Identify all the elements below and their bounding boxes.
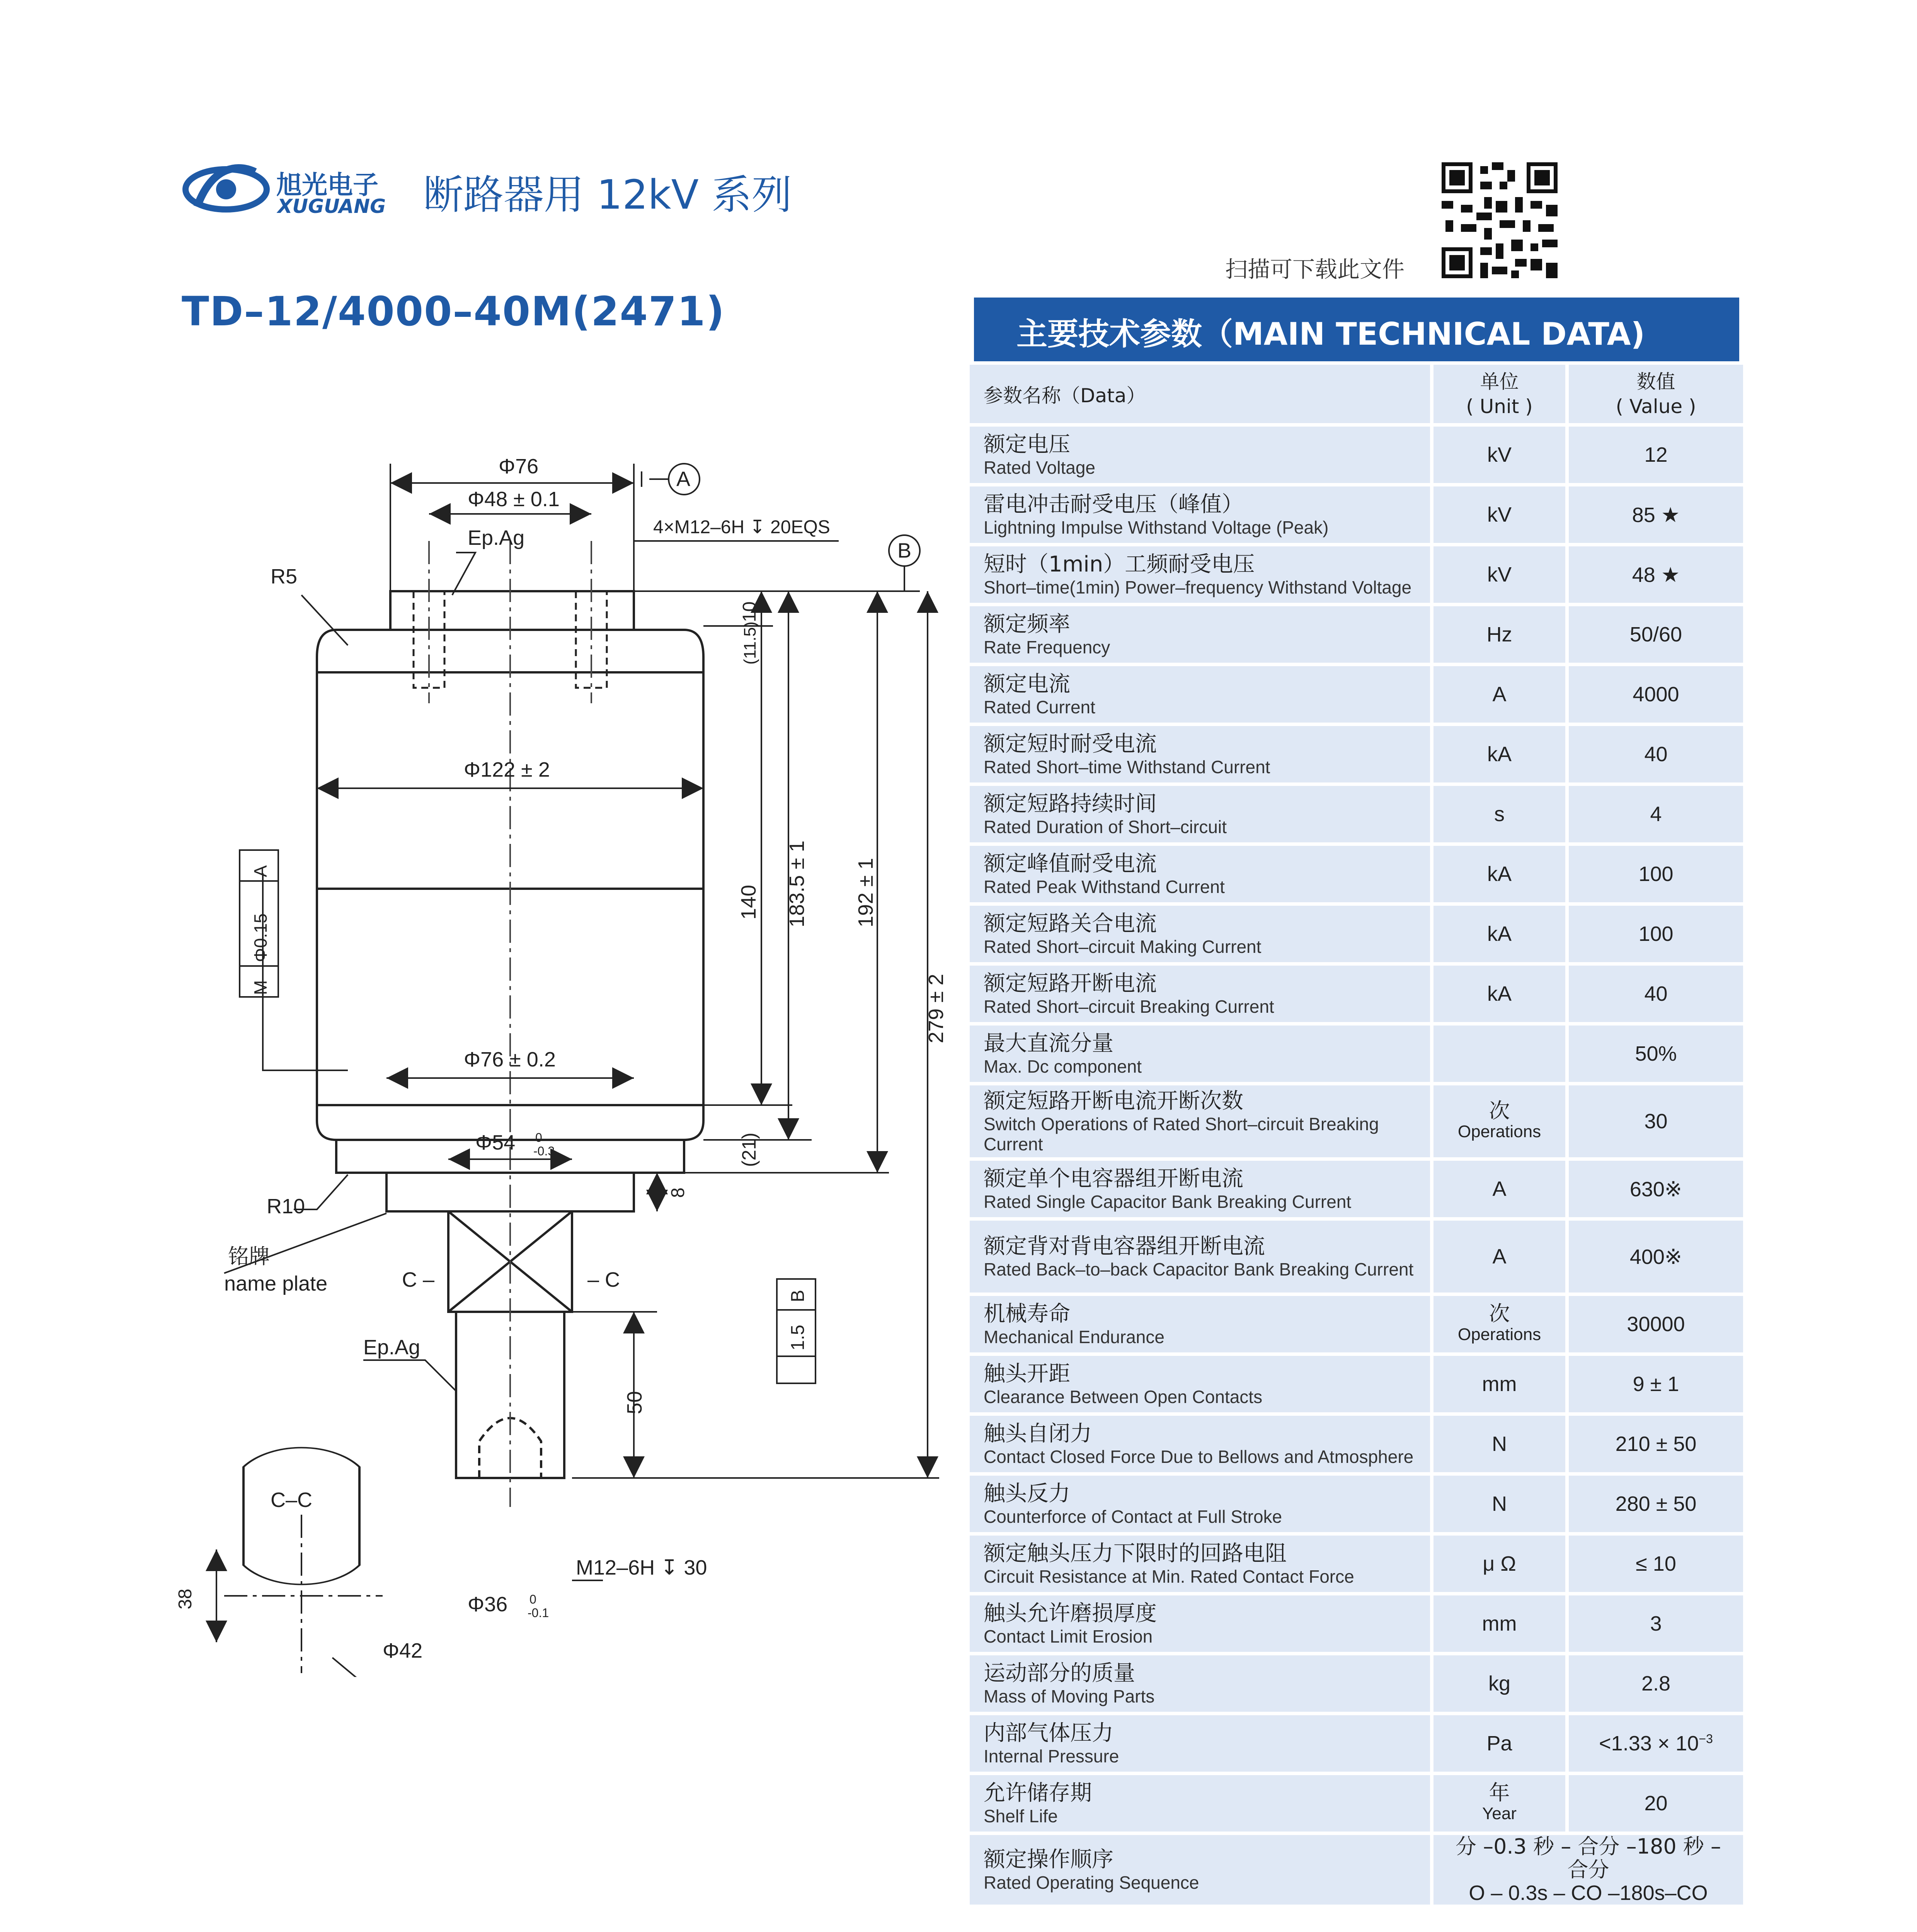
unit-cell: s xyxy=(1432,784,1567,844)
value-cell: ≤ 10 xyxy=(1567,1534,1745,1594)
unit-cell: A xyxy=(1432,665,1567,724)
tech-param-cell xyxy=(968,964,1432,1024)
param-name-en: Max. Dc component xyxy=(984,1056,1142,1077)
tech-param-cell xyxy=(968,1084,1432,1159)
value-cell: 9 ± 1 xyxy=(1567,1354,1745,1414)
dim-8: 8 xyxy=(668,1187,688,1198)
tech-row xyxy=(968,1219,1745,1294)
main-table-band: 主要技术参数（MAIN TECHNICAL DATA) xyxy=(974,298,1739,365)
tech-row xyxy=(968,724,1745,784)
param-name-cn: 额定单个电容器组开断电流 xyxy=(984,1166,1243,1191)
r5: R5 xyxy=(271,565,298,588)
param-name-en: Rated Peak Withstand Current xyxy=(984,877,1225,897)
tech-row xyxy=(968,1774,1745,1833)
qr-code-icon xyxy=(1438,158,1561,282)
param-name-en: Switch Operations of Rated Short–circuit Breaking Current xyxy=(984,1114,1379,1154)
tech-row xyxy=(968,1414,1745,1474)
operating-sequence-cell xyxy=(1432,1833,1745,1906)
tech-param-cell xyxy=(968,1474,1432,1534)
param-name-cn: 额定短时耐受电流 xyxy=(984,731,1157,757)
param-name-en: Rated Short–circuit Making Current xyxy=(984,937,1262,957)
main-technical-table xyxy=(966,361,1747,1908)
tech-row xyxy=(968,665,1745,724)
tech-param-cell xyxy=(968,485,1432,545)
unit-cell: N xyxy=(1432,1414,1567,1474)
model-title: TD–12/4000–40M(2471) xyxy=(182,288,725,335)
unit-cell: A xyxy=(1432,1159,1567,1219)
unit-cell: N xyxy=(1432,1474,1567,1534)
tech-param-cell xyxy=(968,1414,1432,1474)
tech-head-unit-cn: 单位 xyxy=(1480,370,1519,393)
param-name-en: Mechanical Endurance xyxy=(984,1327,1165,1347)
r10: R10 xyxy=(267,1195,305,1218)
unit-cell: kA xyxy=(1432,964,1567,1024)
param-name-cn: 额定电压 xyxy=(984,432,1070,457)
parallel-1-5: 1.5 xyxy=(788,1325,808,1350)
param-name-en: Short–time(1min) Power–frequency Withstand Voltage xyxy=(984,577,1412,597)
param-name-cn: 额定频率 xyxy=(984,612,1070,637)
unit-cell: μ Ω xyxy=(1432,1534,1567,1594)
unit-en: Operations xyxy=(1457,1325,1541,1344)
tech-head-value xyxy=(1567,363,1745,425)
param-name-cn: 雷电冲击耐受电压（峰值） xyxy=(984,492,1243,517)
param-name-en: Rate Frequency xyxy=(984,637,1110,657)
unit-cell: kV xyxy=(1432,485,1567,545)
brand-name-cn: 旭光电子 xyxy=(276,170,378,200)
series-title: 断路器用 12kV 系列 xyxy=(423,171,792,218)
param-name-cn: 额定短路开断电流开断次数 xyxy=(984,1088,1243,1114)
tech-param-cell xyxy=(968,545,1432,605)
param-name-en: Rated Voltage xyxy=(984,457,1096,478)
unit-cell: kA xyxy=(1432,724,1567,784)
thread-top: 4×M12–6H ↧ 20EQS xyxy=(653,517,830,537)
unit-cn: 次 xyxy=(1489,1301,1510,1326)
value-cell: 630※ xyxy=(1567,1159,1745,1219)
ep-ag-bottom: Ep.Ag xyxy=(363,1336,421,1359)
brand-logo-icon xyxy=(182,156,271,222)
tech-row xyxy=(968,425,1745,485)
tech-param-cell xyxy=(968,1594,1432,1654)
section-c-right: – C xyxy=(587,1268,620,1291)
section-c-left: C – xyxy=(402,1268,435,1291)
tech-param-cell xyxy=(968,904,1432,964)
tech-param-cell xyxy=(968,1654,1432,1714)
value-cell: 40 xyxy=(1567,724,1745,784)
value-cell: 30 xyxy=(1567,1084,1745,1159)
tech-param-cell xyxy=(968,1024,1432,1084)
tol-datum-a: A xyxy=(250,865,271,877)
unit-cell xyxy=(1432,1294,1567,1354)
tech-row xyxy=(968,1159,1745,1219)
tech-param-cell xyxy=(968,784,1432,844)
param-name-cn: 额定短路关合电流 xyxy=(984,911,1157,936)
param-name-cn: 额定操作顺序 xyxy=(984,1847,1113,1872)
unit-cn: 年 xyxy=(1489,1781,1510,1805)
tech-head-unit xyxy=(1432,363,1567,425)
technical-drawing xyxy=(170,425,958,1677)
unit-cell: mm xyxy=(1432,1354,1567,1414)
interrupter-drawing xyxy=(170,425,958,1677)
sequence-en: O – 0.3s – CO –180s–CO xyxy=(1469,1881,1708,1905)
tech-param-cell xyxy=(968,1354,1432,1414)
param-name-cn: 触头允许磨损厚度 xyxy=(984,1601,1157,1626)
value-cell: 100 xyxy=(1567,904,1745,964)
qr-code xyxy=(1438,158,1561,284)
dim-38: 38 xyxy=(175,1588,196,1609)
tech-row xyxy=(968,1594,1745,1654)
tech-row xyxy=(968,1714,1745,1774)
value-cell: 48 ★ xyxy=(1567,545,1745,605)
value-cell: 12 xyxy=(1567,425,1745,485)
datum-b: B xyxy=(897,539,912,562)
tech-head-param: 参数名称（Data） xyxy=(968,363,1432,425)
param-name-en: Internal Pressure xyxy=(984,1746,1119,1766)
tol-m: M xyxy=(250,980,271,995)
tech-param-cell xyxy=(968,425,1432,485)
tech-param-cell xyxy=(968,844,1432,904)
dim-279: 279 ± 2 xyxy=(924,974,948,1043)
dim-d54: Φ54 xyxy=(475,1131,516,1154)
param-name-en: Contact Closed Force Due to Bellows and Atmosphere xyxy=(984,1447,1414,1467)
dim-d48: Φ48 ± 0.1 xyxy=(468,488,560,511)
param-name-cn: 触头反力 xyxy=(984,1481,1070,1506)
tol-d015: Φ0.15 xyxy=(250,913,271,962)
param-name-en: Counterforce of Contact at Full Stroke xyxy=(984,1507,1282,1527)
param-name-cn: 额定背对背电容器组开断电流 xyxy=(984,1234,1265,1259)
param-name-en: Rated Duration of Short–circuit xyxy=(984,817,1227,837)
value-cell: 100 xyxy=(1567,844,1745,904)
tech-head-value-cn: 数值 xyxy=(1636,370,1675,393)
tech-param-cell xyxy=(968,1534,1432,1594)
tech-row xyxy=(968,545,1745,605)
ep-ag-top: Ep.Ag xyxy=(468,526,525,549)
param-name-cn: 额定短路持续时间 xyxy=(984,791,1157,816)
tech-row xyxy=(968,1024,1745,1084)
brand-logo xyxy=(182,156,271,224)
dim-140: 140 xyxy=(737,884,760,920)
tech-row xyxy=(968,605,1745,665)
tech-head-unit-en: ( Unit ) xyxy=(1466,395,1533,418)
tech-row xyxy=(968,904,1745,964)
dim-d36-tol-up: 0 xyxy=(529,1592,536,1606)
value-text: <1.33 × 10 xyxy=(1599,1732,1699,1755)
value-cell: 30000 xyxy=(1567,1294,1745,1354)
tech-param-cell xyxy=(968,1294,1432,1354)
param-name-en: Rated Short–time Withstand Current xyxy=(984,757,1270,777)
qr-label: 扫描可下载此文件 xyxy=(1225,256,1405,282)
nameplate-en: name plate xyxy=(224,1272,328,1295)
tech-row xyxy=(968,1354,1745,1414)
tech-param-cell xyxy=(968,1159,1432,1219)
unit-cell: kg xyxy=(1432,1654,1567,1714)
param-name-cn: 最大直流分量 xyxy=(984,1031,1113,1056)
tech-row xyxy=(968,1534,1745,1594)
unit-cell: Hz xyxy=(1432,605,1567,665)
unit-cell: mm xyxy=(1432,1594,1567,1654)
brand-name-en: XUGUANG xyxy=(278,195,386,218)
section-cc: C–C xyxy=(271,1488,313,1512)
unit-cell: kA xyxy=(1432,844,1567,904)
value-exponent: −3 xyxy=(1699,1732,1713,1746)
tech-param-cell xyxy=(968,1774,1432,1833)
value-cell: 2.8 xyxy=(1567,1654,1745,1714)
param-name-cn: 额定峰值耐受电流 xyxy=(984,851,1157,876)
unit-cell: A xyxy=(1432,1219,1567,1294)
param-name-en: Mass of Moving Parts xyxy=(984,1686,1155,1706)
thread-bottom: M12–6H ↧ 30 xyxy=(576,1556,707,1579)
sequence-cn: 分 –0.3 秒 – 合分 –180 秒 – 合分 xyxy=(1455,1834,1721,1882)
param-name-cn: 运动部分的质量 xyxy=(984,1661,1135,1686)
dim-115: (11.5) xyxy=(741,621,759,665)
tech-row xyxy=(968,1654,1745,1714)
tech-head-value-en: ( Value ) xyxy=(1616,395,1696,418)
param-name-en: Contact Limit Erosion xyxy=(984,1626,1153,1646)
param-name-en: Clearance Between Open Contacts xyxy=(984,1387,1263,1407)
param-name-en: Shelf Life xyxy=(984,1806,1058,1826)
param-name-cn: 额定触头压力下限时的回路电阻 xyxy=(984,1541,1287,1566)
param-name-en: Circuit Resistance at Min. Rated Contact Force xyxy=(984,1566,1354,1587)
tech-param-cell xyxy=(968,665,1432,724)
value-cell: 85 ★ xyxy=(1567,485,1745,545)
value-cell: 210 ± 50 xyxy=(1567,1414,1745,1474)
param-name-cn: 允许储存期 xyxy=(984,1781,1092,1806)
param-name-cn: 触头开距 xyxy=(984,1361,1070,1386)
datum-a: A xyxy=(676,468,691,491)
value-cell: 4000 xyxy=(1567,665,1745,724)
unit-cell: kV xyxy=(1432,425,1567,485)
tech-row xyxy=(968,1833,1745,1906)
tech-param-cell xyxy=(968,724,1432,784)
tech-param-cell xyxy=(968,605,1432,665)
param-name-en: Rated Current xyxy=(984,697,1095,717)
tech-row xyxy=(968,964,1745,1024)
dim-d36-tol-lo: -0.1 xyxy=(528,1606,549,1620)
tech-param-cell xyxy=(968,1219,1432,1294)
value-cell: 3 xyxy=(1567,1594,1745,1654)
unit-en: Operations xyxy=(1457,1122,1541,1141)
tech-param-cell xyxy=(968,1714,1432,1774)
param-name-cn: 触头自闭力 xyxy=(984,1421,1092,1446)
dim-d76b: Φ76 ± 0.2 xyxy=(464,1048,556,1071)
value-cell xyxy=(1567,1714,1745,1774)
dim-d36: Φ36 xyxy=(468,1593,508,1616)
dim-183-5: 183.5 ± 1 xyxy=(785,840,809,927)
tech-row xyxy=(968,1294,1745,1354)
param-name-en: Rated Short–circuit Breaking Current xyxy=(984,997,1274,1017)
dim-21: (21) xyxy=(738,1133,760,1167)
tech-row xyxy=(968,784,1745,844)
value-cell: 20 xyxy=(1567,1774,1745,1833)
param-name-en: Rated Operating Sequence xyxy=(984,1872,1199,1893)
value-cell: 280 ± 50 xyxy=(1567,1474,1745,1534)
param-name-cn: 额定短路开断电流 xyxy=(984,971,1157,996)
tech-row xyxy=(968,485,1745,545)
dim-d54-tol-lo: -0.3 xyxy=(533,1144,555,1158)
tech-row xyxy=(968,844,1745,904)
dim-192: 192 ± 1 xyxy=(854,858,877,927)
unit-cell: Pa xyxy=(1432,1714,1567,1774)
nameplate-cn: 铭牌 xyxy=(228,1245,270,1268)
param-name-cn: 机械寿命 xyxy=(984,1301,1070,1327)
unit-cell xyxy=(1432,1024,1567,1084)
param-name-cn: 额定电流 xyxy=(984,672,1070,697)
tech-row xyxy=(968,1084,1745,1159)
dim-d76: Φ76 xyxy=(499,455,539,478)
parallel-datum-b: B xyxy=(788,1289,808,1302)
tech-header-row xyxy=(968,363,1745,425)
param-name-en: Lightning Impulse Withstand Voltage (Peak) xyxy=(984,517,1329,537)
dim-d54-tol-up: 0 xyxy=(535,1131,542,1145)
param-name-en: Rated Single Capacitor Bank Breaking Current xyxy=(984,1192,1352,1212)
tech-row xyxy=(968,1474,1745,1534)
dim-50: 50 xyxy=(623,1391,646,1414)
unit-en: Year xyxy=(1482,1804,1517,1823)
unit-cell: kA xyxy=(1432,904,1567,964)
value-cell: 50% xyxy=(1567,1024,1745,1084)
tech-param-cell xyxy=(968,1833,1432,1906)
value-cell: 4 xyxy=(1567,784,1745,844)
dim-d42: Φ42 xyxy=(383,1639,423,1662)
param-name-cn: 内部气体压力 xyxy=(984,1721,1113,1746)
dim-10: 10 xyxy=(739,601,760,622)
value-cell: 50/60 xyxy=(1567,605,1745,665)
unit-cell: kV xyxy=(1432,545,1567,605)
unit-cn: 次 xyxy=(1489,1099,1510,1123)
unit-cell xyxy=(1432,1774,1567,1833)
param-name-en: Rated Back–to–back Capacitor Bank Breaking Current xyxy=(984,1259,1414,1279)
value-cell: 400※ xyxy=(1567,1219,1745,1294)
param-name-cn: 短时（1min）工频耐受电压 xyxy=(984,552,1255,577)
unit-cell xyxy=(1432,1084,1567,1159)
dim-d122: Φ122 ± 2 xyxy=(464,758,550,781)
value-cell: 40 xyxy=(1567,964,1745,1024)
